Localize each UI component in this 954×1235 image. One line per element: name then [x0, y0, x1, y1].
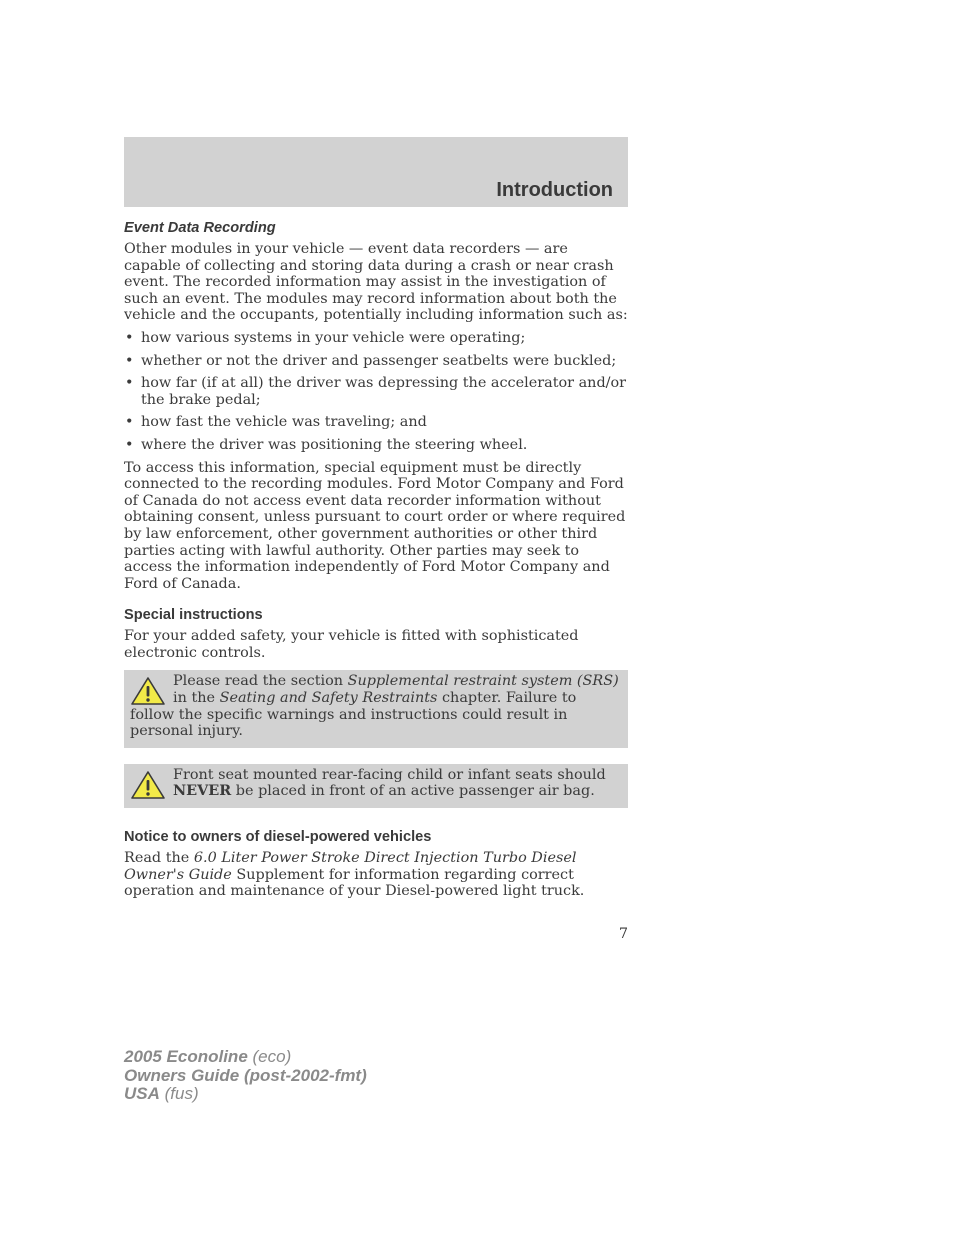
section-heading-diesel-notice: Notice to owners of diesel-powered vehicles — [124, 829, 432, 846]
list-item: • how various systems in your vehicle were operating; — [125, 329, 526, 346]
warning-triangle-icon — [130, 676, 166, 706]
warning-box-child-seat — [124, 764, 628, 808]
page-number: 7 — [618, 926, 628, 942]
list-item: • how far (if at all) the driver was depressing the accelerator and/or the brake pedal; — [125, 375, 627, 408]
header-band — [124, 137, 628, 207]
bullet-glyph: • — [125, 352, 134, 369]
list-item: • how fast the vehicle was traveling; and — [125, 414, 427, 431]
paragraph-edr-access: To access this information, special equipment must be directly connected to the recording modules. Ford Motor Company and Ford of Canada do not access event data recorder information without obtaining consent, unless pursuant to court order or where required by law enforcement, other government authorities or other third parties acting with lawful authority. Other parties may seek to access the information independently of Ford Motor Company and Ford of Canada. — [124, 459, 626, 592]
list-item: • where the driver was positioning the steering wheel. — [125, 436, 528, 453]
page-content — [124, 219, 628, 906]
bullet-list — [124, 330, 628, 454]
document-footer — [124, 1048, 367, 1104]
bullet-glyph: • — [125, 329, 134, 346]
paragraph-diesel-body: Read the 6.0 Liter Power Stroke Direct Injection Turbo Diesel Owner's Guide Supplement for information regarding correct operation and maintenance of your Diesel-powered light truck. — [124, 850, 585, 900]
warning-text-child-seat: Front seat mounted rear-facing child or infant seats should NEVER be placed in front of an active passenger air bag. — [173, 766, 606, 800]
section-heading-event-data-recording: Event Data Recording — [124, 220, 276, 236]
warning-triangle-icon — [130, 770, 166, 800]
list-item: • whether or not the driver and passenger seatbelts were buckled; — [125, 352, 617, 369]
footer-line-model: 2005 Econoline (eco) — [124, 1047, 292, 1066]
section-heading-special-instructions: Special instructions — [124, 607, 263, 624]
footer-line-region: USA (fus) — [124, 1084, 199, 1103]
footer-line-guide: Owners Guide (post-2002-fmt) — [124, 1065, 367, 1085]
bullet-glyph: • — [125, 414, 134, 431]
page-title: Introduction — [496, 179, 613, 201]
paragraph-special-body: For your added safety, your vehicle is fitted with sophisticated electronic controls. — [124, 628, 579, 661]
paragraph-edr-intro: Other modules in your vehicle — event data recorders — are capable of collecting and storing data during a crash or near crash event. The recorded information may assist in the investigation of such an event. The modules may record information about both the vehicle and the occupants, potentially including information such as: — [124, 241, 628, 324]
bullet-glyph: • — [125, 375, 134, 392]
bullet-glyph: • — [125, 436, 134, 453]
warning-box-srs — [124, 670, 628, 747]
warning-text-srs: Please read the section Supplemental restraint system (SRS) in the Seating and Safety Restraints chapter. Failure to follow the specific warnings and instructions could result in personal injury. — [130, 673, 619, 740]
